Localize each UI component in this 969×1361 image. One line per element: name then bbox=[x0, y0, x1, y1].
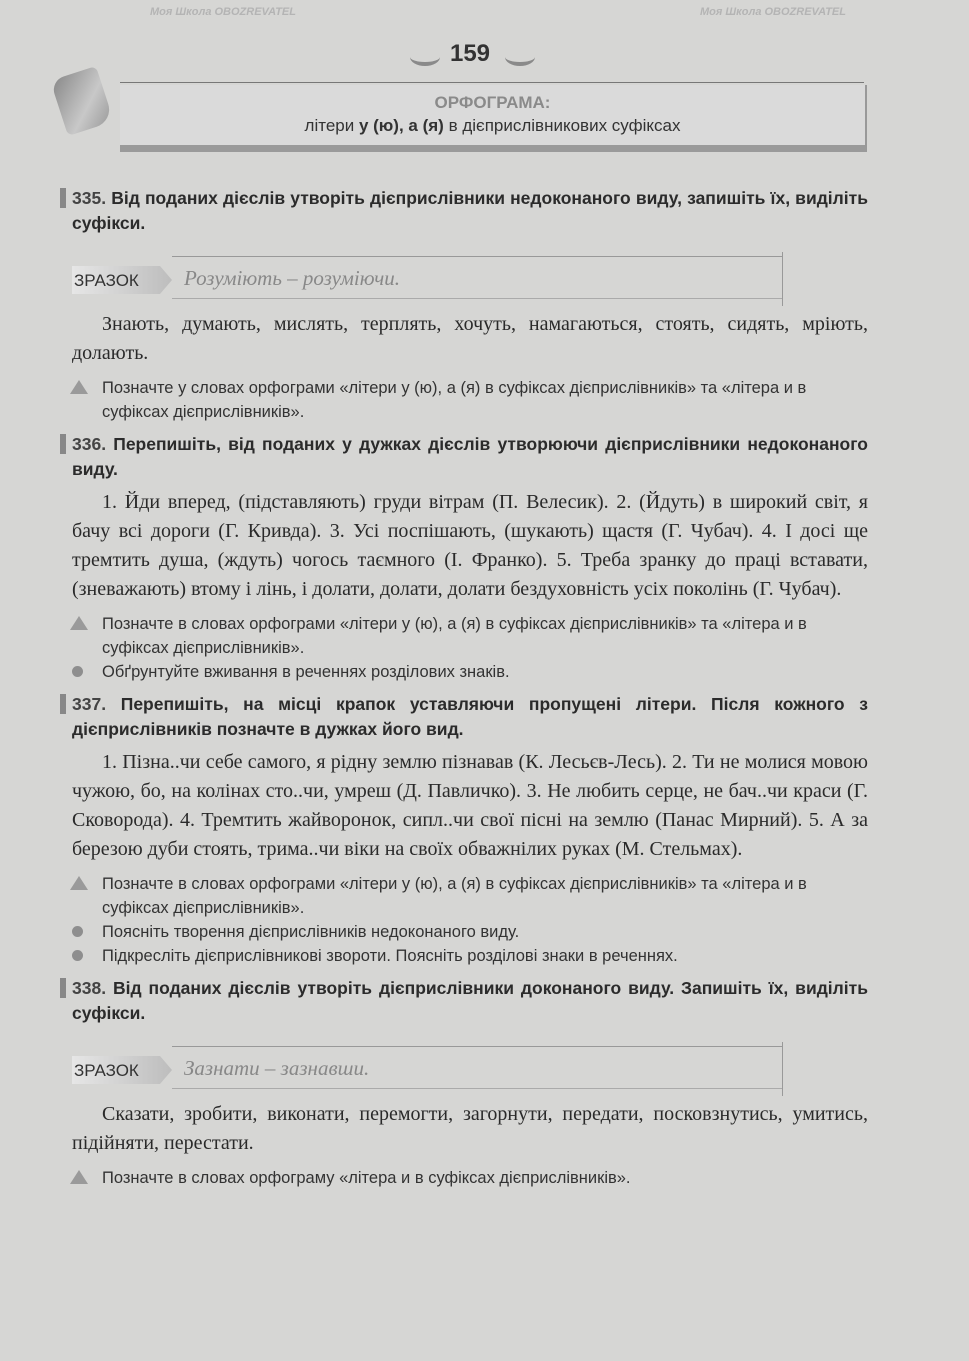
exercise-336-text: 1. Йди вперед, (підставляють) груди вітрам (П. Велесик). 2. (Йдуть) в широкий світ, я бачу всі дороги (Г. Кривда). 3. Усі поспішають, (шукають) щастя (Г. Чубач). 4. І досі ще тремтить душа, (ждуть) чогось таємного (І. Франко). 5. Треба зранку до праці вставати, (зневажають) втому і лінь, і долати, долати, долати бездуховність усіх поколінь (Г. Чубач). bbox=[72, 491, 868, 600]
exercise-337-task bbox=[72, 692, 868, 742]
pen-icon bbox=[50, 66, 114, 136]
watermark: Моя Школа OBOZREVATEL bbox=[150, 6, 296, 18]
note-text: Позначте в словах орфограми «літери у (ю), а (я) в суфіксах дієприслівників» та «літера и в суфіксах дієприслівників». bbox=[102, 875, 807, 917]
exercise-number: 336. bbox=[72, 434, 107, 454]
note-text: Позначте в словах орфограму «літера и в суфіксах дієприслівників». bbox=[102, 1169, 631, 1187]
task-text: Від поданих дієслів утворіть дієприслівники доконаного виду. Запишіть їх, виділіть суфікси. bbox=[72, 978, 868, 1023]
sample-row bbox=[72, 1052, 868, 1092]
sample-row bbox=[72, 262, 868, 302]
arrow-up-icon bbox=[70, 380, 88, 394]
task-text: Перепишіть, від поданих у дужках дієслів утворюючи дієприслівники недоконаного виду. bbox=[72, 434, 868, 479]
note bbox=[102, 660, 868, 684]
exercise-336-task bbox=[72, 432, 868, 482]
note bbox=[102, 612, 868, 660]
exercise-number: 338. bbox=[72, 978, 107, 998]
orthogram-subtitle bbox=[120, 116, 865, 136]
task-text: Перепишіть, на місці крапок уставляючи пропущені літери. Після кожного з дієприслівників позначте в дужках його вид. bbox=[72, 694, 868, 739]
bullet-icon bbox=[72, 950, 83, 961]
sample-handwriting: Розуміють – розуміючи. bbox=[184, 266, 401, 290]
note-text: Позначте в словах орфограми «літери у (ю), а (я) в суфіксах дієприслівників» та «літера и в суфіксах дієприслівників». bbox=[102, 615, 807, 657]
exercise-337-text: 1. Пізна..чи себе самого, я рідну землю пізнавав (К. Лесьєв-Лесь). 2. Ти не молися мовою чужою, бо, на колінах сто..чи, умреш (Д. Павличко). 3. Не любить серце, не бач..чи краси (Г. Сковорода). 4. Тремтить жайворонок, сипл..чи свої пісні на землю (Панас Мирний). 5. А за березою дуби стоять, трима..чи віки на своїх обважнілих руках (М. Стельмах). bbox=[72, 751, 868, 860]
arrow-up-icon bbox=[70, 1170, 88, 1184]
subtitle-text: літери bbox=[304, 116, 359, 135]
note-text: Поясніть творення дієприслівників недоконаного виду. bbox=[102, 923, 520, 941]
watermark: Моя Школа OBOZREVATEL bbox=[700, 6, 846, 18]
exercise-338-text: Сказати, зробити, виконати, перемогти, загорнути, передати, посковзнутись, умитись, підійняти, перестати. bbox=[72, 1103, 868, 1154]
arrow-up-icon bbox=[70, 616, 88, 630]
orthogram-box bbox=[120, 85, 867, 152]
page-number: 159 bbox=[449, 40, 491, 67]
note-text: Підкресліть дієприслівникові звороти. Поясніть розділові знаки в реченнях. bbox=[102, 947, 678, 965]
subtitle-bold: у (ю), а (я) bbox=[358, 116, 444, 135]
exercise-335-task bbox=[72, 186, 868, 236]
task-text: Від поданих дієслів утворіть дієприслівники недоконаного виду, запишіть їх, виділіть суфікси. bbox=[72, 188, 868, 233]
bullet-icon bbox=[72, 926, 83, 937]
note bbox=[102, 1166, 868, 1190]
note-text: Обґрунтуйте вживання в реченнях розділових знаків. bbox=[102, 663, 510, 681]
sample-handwriting: Зазнати – зазнавши. bbox=[184, 1056, 370, 1080]
exercise-338-task bbox=[72, 976, 868, 1026]
note bbox=[102, 376, 868, 424]
note bbox=[102, 944, 868, 968]
sample-label: ЗРАЗОК bbox=[74, 271, 139, 290]
sample-label: ЗРАЗОК bbox=[74, 1061, 139, 1080]
subtitle-text: в дієприслівникових суфіксах bbox=[443, 116, 681, 135]
exercise-number: 337. bbox=[72, 694, 107, 714]
page-content bbox=[72, 178, 868, 1190]
note bbox=[102, 872, 868, 920]
exercise-335-text: Знають, думають, мислять, терплять, хочуть, намагаються, стоять, сидять, мріють, долають. bbox=[72, 313, 868, 364]
note bbox=[102, 920, 868, 944]
note-text: Позначте у словах орфограми «літери у (ю), а (я) в суфіксах дієприслівників» та «літера и в суфіксах дієприслівників». bbox=[102, 379, 807, 421]
arrow-up-icon bbox=[70, 876, 88, 890]
divider bbox=[120, 82, 864, 83]
orthogram-title: ОРФОГРАМА: bbox=[434, 93, 551, 112]
bullet-icon bbox=[72, 666, 83, 677]
exercise-number: 335. bbox=[72, 188, 107, 208]
